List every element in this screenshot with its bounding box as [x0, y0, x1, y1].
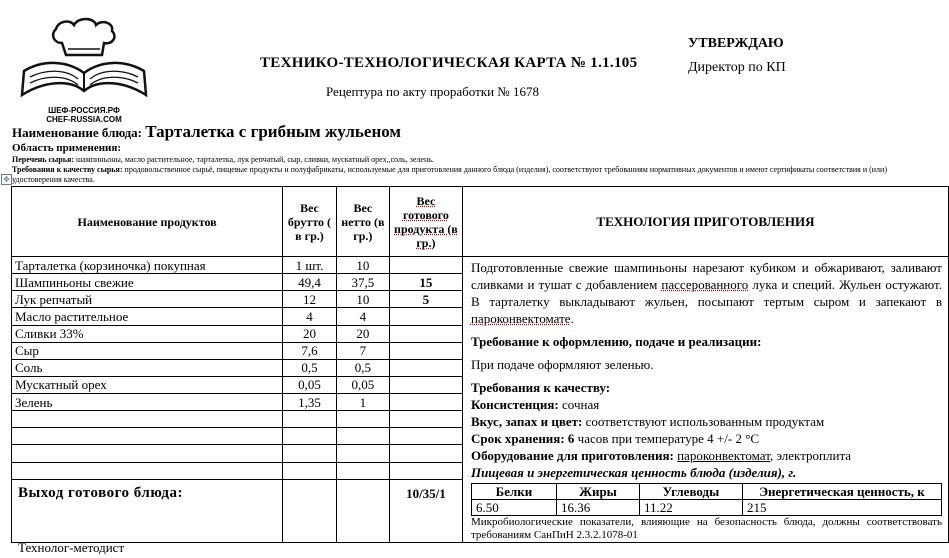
net-weight: 10	[336, 257, 389, 274]
net-weight: 1	[336, 394, 389, 411]
ready-weight	[389, 445, 462, 462]
nutrition-table	[471, 483, 942, 516]
ready-weight	[389, 411, 462, 428]
ready-weight	[389, 308, 462, 325]
output-label: Выход готового блюда:	[12, 479, 283, 542]
equipment-value-2: , электроплита	[769, 448, 852, 463]
gross-weight: 12	[283, 291, 337, 308]
gross-weight: 0,05	[283, 376, 337, 393]
approver-title: Директор по КП	[688, 60, 786, 75]
tech-text-b: лука и специй. Жульен остужают. В тарталетку выкладывают жульен, посыпают тертым сыром и запекают в	[470, 277, 942, 309]
tech-text-underlined: пассерованного	[661, 277, 749, 292]
product-name	[12, 428, 283, 445]
document-subtitle: Рецептура по акту проработки № 1678	[326, 84, 539, 99]
product-name: Соль	[12, 359, 283, 376]
consistency-label: Консистенция:	[470, 397, 559, 412]
gross-weight: 1 шт.	[283, 257, 337, 274]
product-name: Лук репчатый	[12, 291, 283, 308]
net-weight: 10	[336, 291, 389, 308]
consistency-value: сочная	[558, 397, 600, 412]
equipment-value-1: пароконвектомат	[677, 448, 770, 463]
chef-hat-book-icon	[14, 15, 154, 101]
nutrition-value: 215	[742, 500, 941, 516]
gross-weight	[283, 462, 337, 479]
gross-weight	[283, 411, 337, 428]
taste-value: соответствуют использованным продуктам	[582, 414, 825, 429]
raw-list-label: Перечень сырья:	[12, 155, 74, 164]
ready-weight	[389, 342, 462, 359]
nutrition-header-row	[471, 484, 941, 500]
net-weight: 7	[336, 342, 389, 359]
ready-weight: 15	[389, 274, 462, 291]
footer-signature: Технолог-методист	[18, 540, 125, 555]
quality-title: Требования к качеству:	[470, 380, 611, 395]
ready-weight	[389, 325, 462, 342]
tech-text-c: .	[570, 311, 574, 326]
header-net: Вес нетто (в гр.)	[336, 187, 389, 257]
consistency-line	[471, 396, 942, 413]
nutrition-value: 6.50	[471, 500, 556, 516]
decor-text: При подаче оформляют зеленью.	[470, 357, 654, 372]
net-weight: 20	[336, 325, 389, 342]
table-row	[12, 257, 949, 274]
nutrition-header: Энергетическая ценность, к	[742, 484, 941, 500]
gross-weight	[283, 445, 337, 462]
technology-text	[471, 259, 942, 327]
gross-weight: 7,6	[283, 342, 337, 359]
gross-weight: 49,4	[283, 274, 337, 291]
raw-list	[12, 155, 937, 165]
header-ready-text: Вес готового продукта (в гр.)	[394, 193, 458, 250]
net-weight: 0,5	[336, 359, 389, 376]
output-value: 10/35/1	[389, 479, 462, 542]
nutrition-values-row	[471, 500, 941, 516]
ready-weight	[389, 257, 462, 274]
net-weight: 0,05	[336, 376, 389, 393]
dish-label: Наименование блюда:	[12, 125, 146, 140]
recipe-table	[11, 186, 949, 543]
nutrition-header: Углеводы	[639, 484, 742, 500]
product-name	[12, 462, 283, 479]
ready-weight	[389, 462, 462, 479]
product-name: Зелень	[12, 394, 283, 411]
product-name: Сыр	[12, 342, 283, 359]
quality-requirements	[12, 165, 937, 184]
quality-req-label: Требования к качеству сырья:	[12, 165, 123, 174]
dish-name: Тарталетка с грибным жульеном	[145, 122, 401, 141]
quality-req-text: продовольственное сырьё, пищевые продукты и полуфабрикаты, используемые для приготовления данного блюда (изделия), соответствуют требованиям нормативных документов и имеют сертификаты соответствия и (или) удостоверения качества.	[12, 165, 887, 184]
product-name	[12, 445, 283, 462]
product-name: Масло растительное	[12, 308, 283, 325]
gross-weight: 0,5	[283, 359, 337, 376]
header-product: Наименование продуктов	[12, 187, 283, 257]
header-technology: ТЕХНОЛОГИЯ ПРИГОТОВЛЕНИЯ	[462, 187, 948, 257]
ready-weight: 5	[389, 291, 462, 308]
equipment-line	[471, 447, 942, 464]
logo-text-ru: ШЕФ-РОССИЯ.РФ	[48, 106, 120, 115]
product-name: Мускатный орех	[12, 376, 283, 393]
product-name: Шампиньоны свежие	[12, 274, 283, 291]
equipment-label: Оборудование для приготовления:	[470, 448, 674, 463]
product-name: Тарталетка (корзиночка) покупная	[12, 257, 283, 274]
nutrition-value: 16.36	[556, 500, 639, 516]
header-gross: Вес брутто ( в гр.)	[283, 187, 337, 257]
net-weight	[336, 445, 389, 462]
technology-cell	[462, 257, 948, 543]
taste-label: Вкус, запах и цвет:	[470, 414, 583, 429]
ready-weight	[389, 428, 462, 445]
taste-line	[471, 413, 942, 430]
nutrition-value: 11.22	[639, 500, 742, 516]
raw-list-text: шампиньоны, масло растительное, тарталетка, лук репчатый, сыр, сливки, мускатный орех,,соль, зелень.	[73, 155, 434, 164]
table-move-handle-icon[interactable]: ✥	[1, 174, 12, 185]
storage-value: часов при температуре 4 +/- 2 °С	[574, 431, 760, 446]
area-label: Область применения:	[12, 142, 121, 154]
net-weight	[336, 411, 389, 428]
ready-weight	[389, 376, 462, 393]
ready-weight	[389, 394, 462, 411]
approve-label: УТВЕРЖДАЮ	[688, 36, 784, 51]
document-title: ТЕХНИКО-ТЕХНОЛОГИЧЕСКАЯ КАРТА № 1.1.105	[260, 55, 638, 71]
product-name: Сливки 33%	[12, 325, 283, 342]
nutrition-header: Жиры	[556, 484, 639, 500]
gross-weight	[283, 428, 337, 445]
logo-text-en: CHEF-RUSSIA.COM	[46, 115, 122, 124]
net-weight	[336, 428, 389, 445]
output-empty	[283, 479, 337, 542]
output-empty	[336, 479, 389, 542]
gross-weight: 20	[283, 325, 337, 342]
nutrition-header: Белки	[471, 484, 556, 500]
microbiology-note: Микробиологические показатели, влияющие на безопасность блюда, должны соответствовать требованиям СанПиН 2.3.2.1078-01	[470, 516, 942, 541]
table-header-row	[12, 187, 949, 257]
ready-weight	[389, 359, 462, 376]
gross-weight: 4	[283, 308, 337, 325]
logo	[14, 15, 154, 124]
storage-label: Срок хранения: 6	[470, 431, 575, 446]
dish-name-line	[12, 122, 401, 142]
product-name	[12, 411, 283, 428]
nutrition-title: Пищевая и энергетическая ценность блюда (изделия), г.	[470, 465, 797, 480]
storage-line	[471, 430, 942, 447]
header-ready	[389, 187, 462, 257]
net-weight: 37,5	[336, 274, 389, 291]
net-weight	[336, 462, 389, 479]
gross-weight: 1,35	[283, 394, 337, 411]
tech-text-underlined-2: пароконвектомате	[470, 311, 571, 326]
tech-text-a: Подготовленные свежие шампиньоны нарезают кубиком и обжаривают, заливают сливками и тушат с добавлением	[470, 260, 942, 292]
net-weight: 4	[336, 308, 389, 325]
decor-title: Требование к оформлению, подаче и реализации:	[470, 334, 762, 349]
